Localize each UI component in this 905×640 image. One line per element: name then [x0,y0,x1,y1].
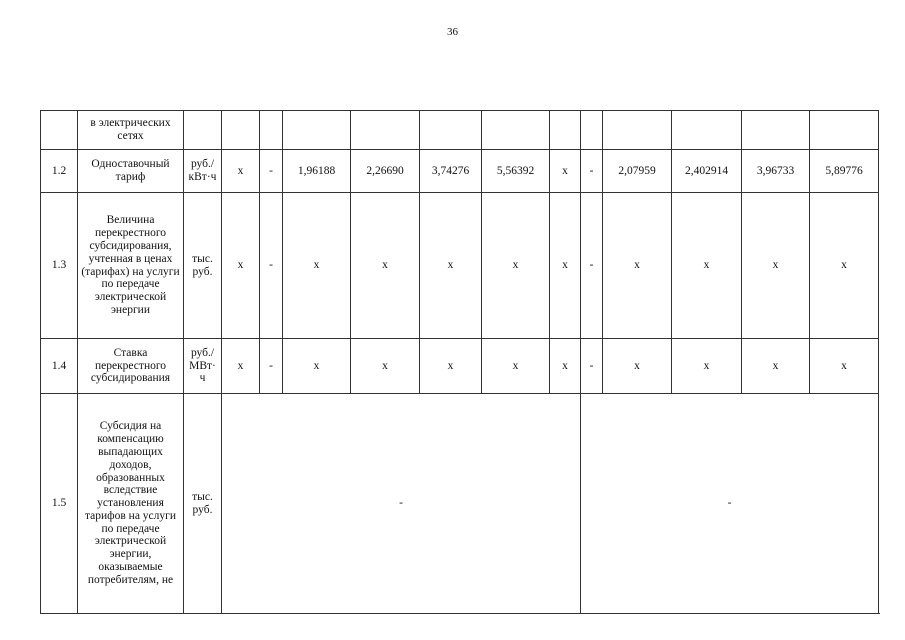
value-cell: х [672,193,742,339]
unit-cell: тыс. руб. [184,394,222,614]
value-cell: - [581,193,603,339]
tariff-table [40,110,879,614]
unit-cell: руб./ МВт· ч [184,339,222,394]
value-cell: х [351,339,420,394]
value-cell: - [581,339,603,394]
indicator-name-cell: Ставка перекрестного субсидирования [78,339,184,394]
value-cell: х [742,339,810,394]
value-cell [810,111,879,150]
value-cell: - [581,150,603,193]
value-cell: 2,402914 [672,150,742,193]
value-cell [260,111,283,150]
value-cell [283,111,351,150]
value-cell [742,111,810,150]
value-cell [222,111,260,150]
value-cell: х [222,193,260,339]
value-cell: 2,26690 [351,150,420,193]
value-cell: 3,74276 [420,150,482,193]
value-cell: 5,56392 [482,150,550,193]
unit-cell: тыс. руб. [184,193,222,339]
row-number-cell: 1.3 [41,193,78,339]
value-cell: х [222,339,260,394]
row-number-cell: 1.5 [41,394,78,614]
value-cell: х [420,193,482,339]
value-cell: х [810,193,879,339]
value-cell: х [222,150,260,193]
row-number-cell [41,111,78,150]
indicator-name-cell: в электрических сетях [78,111,184,150]
value-cell: х [351,193,420,339]
value-cell: 1,96188 [283,150,351,193]
value-cell: х [420,339,482,394]
row-number-cell: 1.4 [41,339,78,394]
table-row-continuation [41,111,879,150]
table-row-1-3 [41,193,879,339]
value-cell: х [810,339,879,394]
value-cell: 2,07959 [603,150,672,193]
value-cell: х [550,150,581,193]
indicator-name-cell: Субсидия на компенсацию выпадающих доходов, образованных вследствие установления тарифов на услуги по передаче электрической энергии, оказываемые потребителям, не [78,394,184,614]
value-cell: х [550,339,581,394]
value-cell: - [260,339,283,394]
row-number-cell: 1.2 [41,150,78,193]
indicator-name-cell: Одноставочный тариф [78,150,184,193]
table-row-1-2 [41,150,879,193]
value-cell [351,111,420,150]
value-cell [672,111,742,150]
value-cell [550,111,581,150]
value-cell: х [283,193,351,339]
merged-value-cell: - [222,394,581,614]
value-cell [420,111,482,150]
value-cell: 5,89776 [810,150,879,193]
value-cell [603,111,672,150]
unit-cell: руб./ кВт·ч [184,150,222,193]
value-cell: х [742,193,810,339]
value-cell: х [672,339,742,394]
table-row-1-4 [41,339,879,394]
value-cell: х [603,339,672,394]
page-number: 36 [447,26,458,38]
merged-value-cell: - [581,394,879,614]
value-cell: х [482,339,550,394]
value-cell: - [260,193,283,339]
unit-cell [184,111,222,150]
value-cell: х [482,193,550,339]
value-cell [482,111,550,150]
value-cell: х [550,193,581,339]
value-cell: х [283,339,351,394]
value-cell: 3,96733 [742,150,810,193]
indicator-name-cell: Величина перекрестного субсидирования, учтенная в ценах (тарифах) на услуги по передаче электрической энергии [78,193,184,339]
value-cell [581,111,603,150]
value-cell: х [603,193,672,339]
table-row-1-5 [41,394,879,614]
value-cell: - [260,150,283,193]
